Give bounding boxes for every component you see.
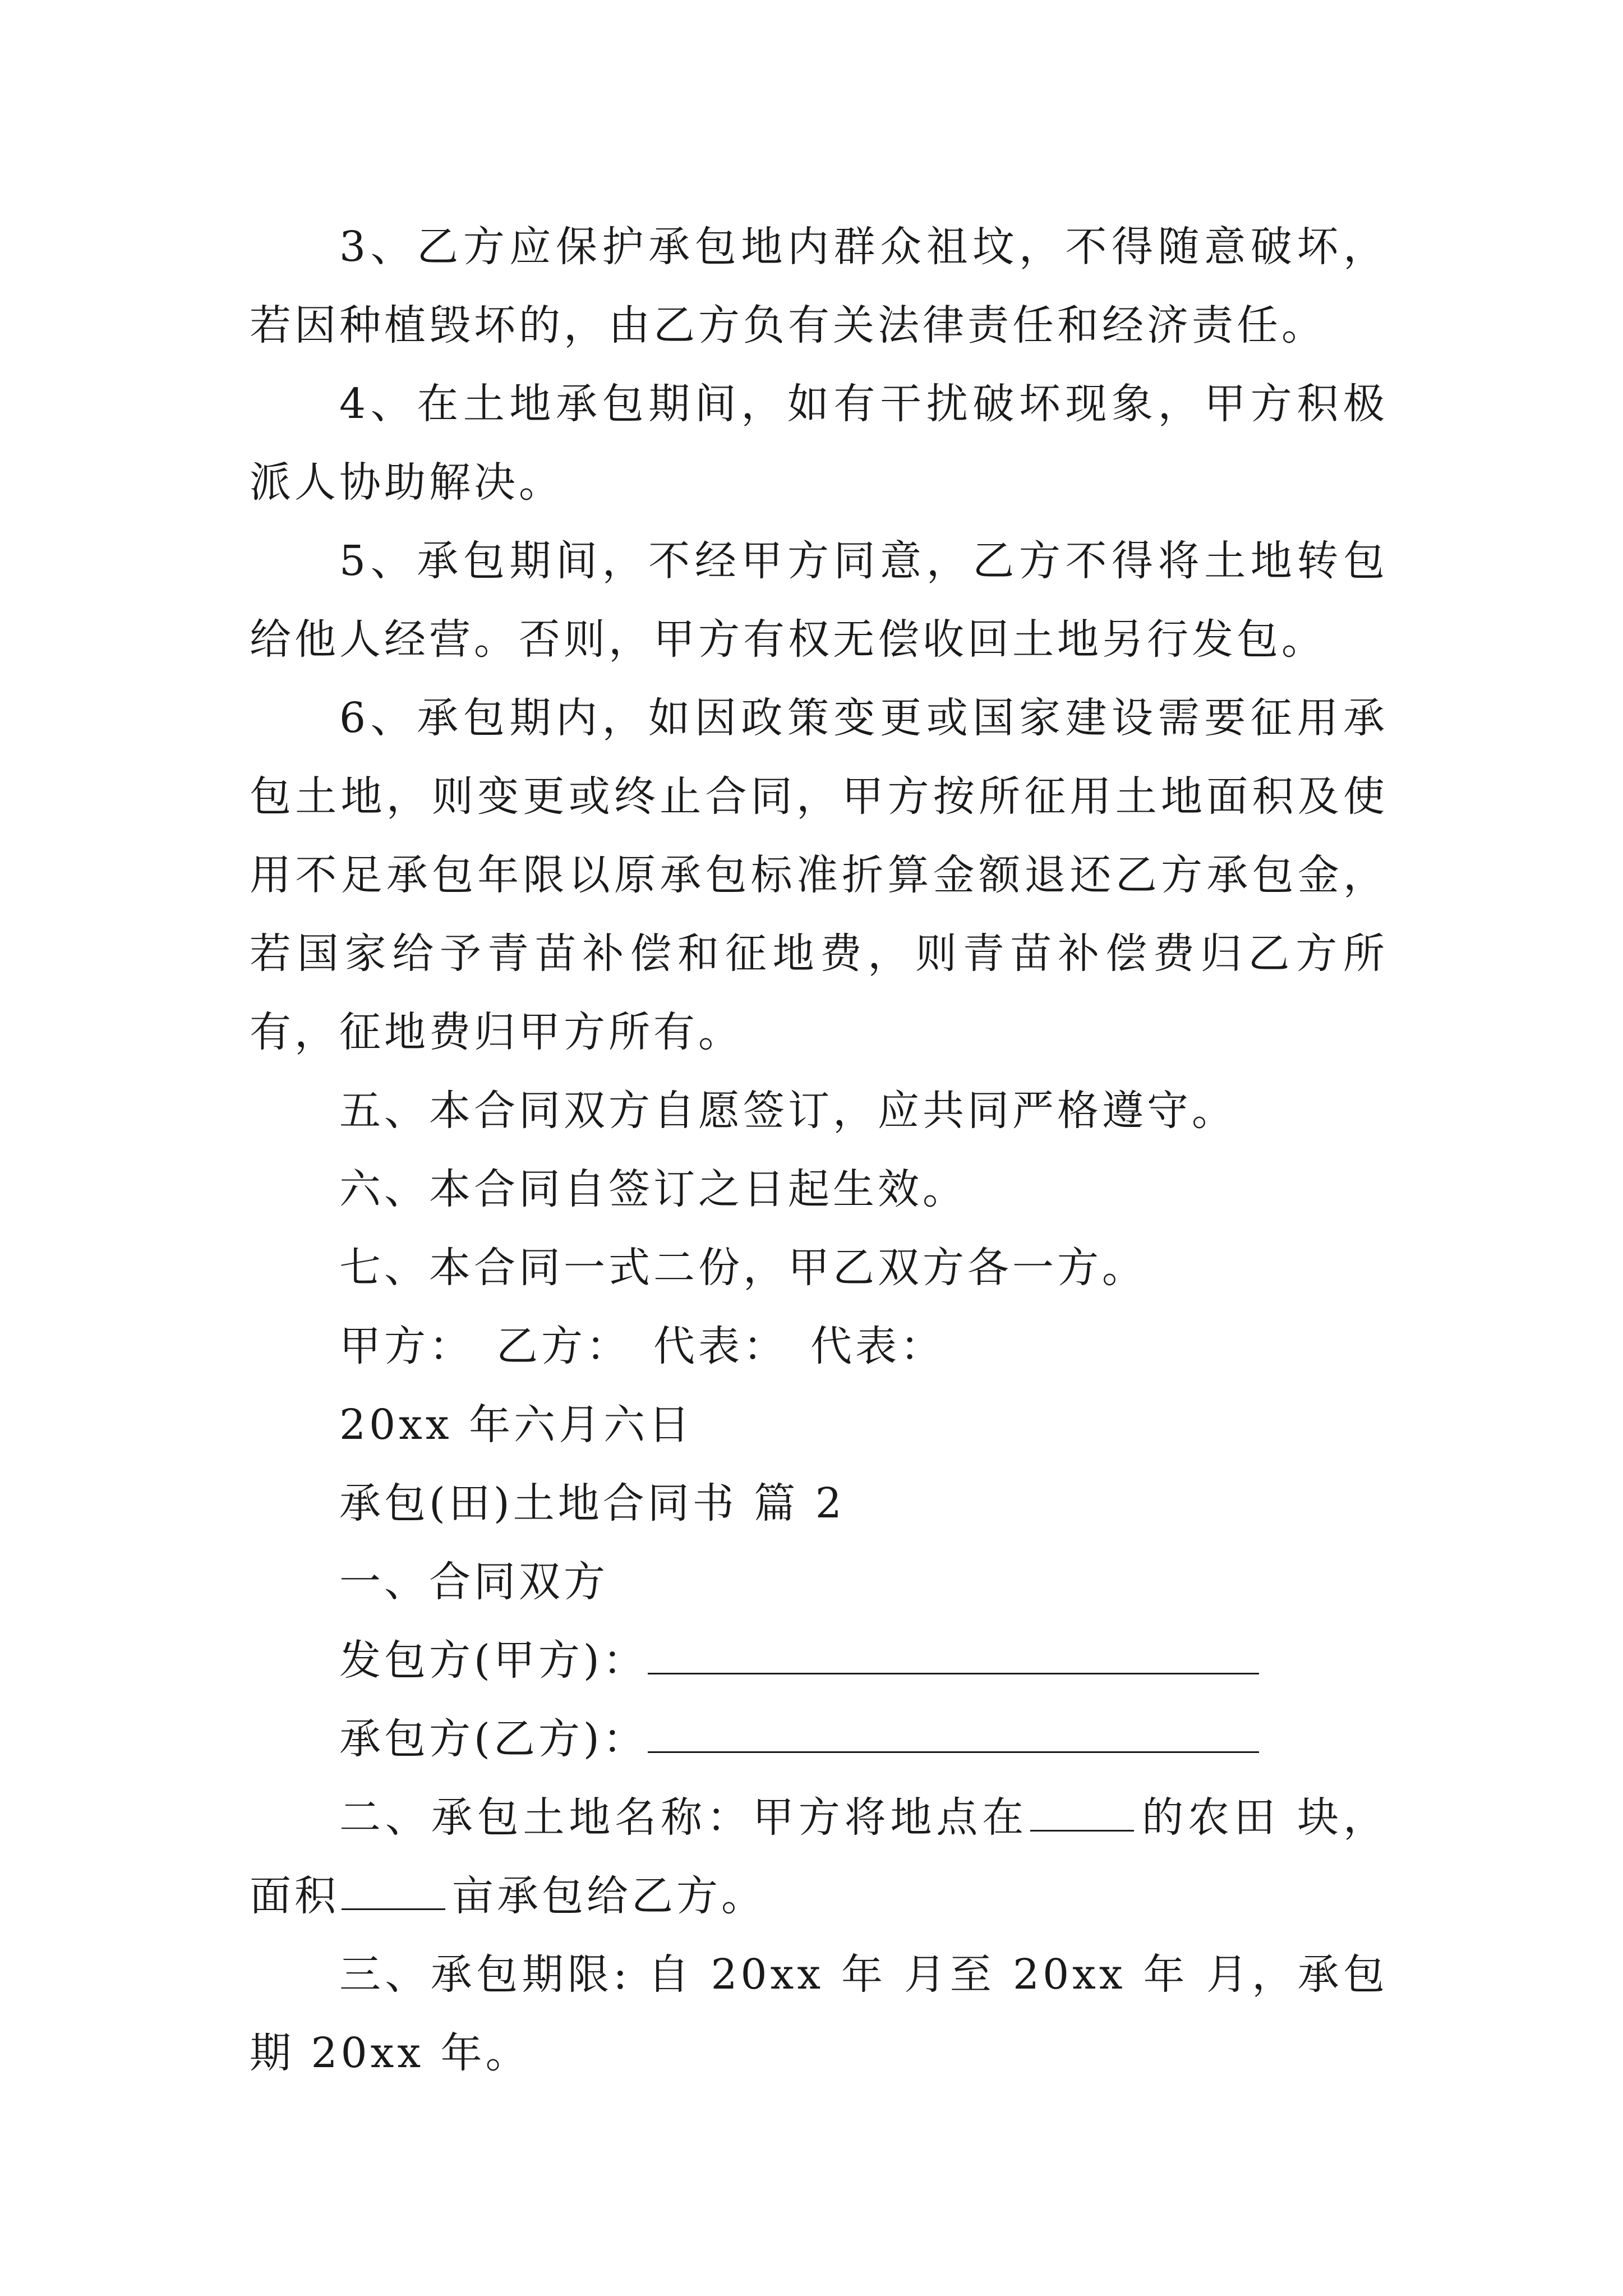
land-name-clause <box>250 1778 1388 1935</box>
article-5: 五、本合同双方自愿签订，应共同严格遵守。 <box>339 1087 1237 1135</box>
article-7: 七、本合同一式二份，甲乙双方各一方。 <box>339 1244 1147 1292</box>
term-clause: 三、承包期限: 自 20xx 年 月至 20xx 年 月，承包期 20xx 年。 <box>250 1950 1388 2077</box>
party-a-label: 甲方： <box>339 1322 474 1370</box>
signature-line <box>250 1307 1388 1386</box>
contractor-label: 发包方(甲方)： <box>339 1636 648 1685</box>
party-b-label: 乙方： <box>496 1322 631 1370</box>
section-2-heading-parties: 一、合同双方 <box>339 1558 608 1606</box>
article-6: 六、本合同自签订之日起生效。 <box>339 1165 967 1213</box>
contractee-label: 承包方(乙方)： <box>339 1715 648 1763</box>
contractee-line <box>250 1700 1388 1778</box>
location-blank[interactable] <box>1030 1796 1134 1832</box>
land-name-middle: 的农田 块，面积 <box>250 1793 1389 1920</box>
clause-6: 6、承包期内，如因政策变更或国家建设需要征用承包土地，则变更或终止合同，甲方按所征用土地面积及使用不足承包年限以原承包标准折算金额退还乙方承包金，若国家给予青苗补偿和征地费，则青苗补偿费归乙方所有，征地费归甲方所有。 <box>250 694 1388 1056</box>
document-body <box>250 208 1388 2092</box>
land-name-suffix: 亩承包给乙方。 <box>452 1872 766 1920</box>
contractor-line <box>250 1621 1388 1700</box>
clause-4: 4、在土地承包期间，如有干扰破坏现象，甲方积极派人协助解决。 <box>250 380 1388 507</box>
contract-date: 20xx 年六月六日 <box>339 1401 694 1449</box>
rep-b-label: 代表： <box>810 1322 945 1370</box>
contractor-blank[interactable] <box>648 1639 1259 1674</box>
area-blank[interactable] <box>342 1875 445 1910</box>
rep-a-label: 代表： <box>653 1322 788 1370</box>
land-name-prefix: 二、承包土地名称：甲方将地点在 <box>339 1793 1029 1842</box>
clause-5: 5、承包期间，不经甲方同意，乙方不得将土地转包给他人经营。否则，甲方有权无偿收回土地另行发包。 <box>250 537 1388 664</box>
clause-3: 3、乙方应保护承包地内群众祖坟，不得随意破坏，若因种植毁坏的，由乙方负有关法律责任和经济责任。 <box>250 223 1388 349</box>
section-2-title: 承包(田)土地合同书 篇 2 <box>339 1479 845 1527</box>
contractee-blank[interactable] <box>648 1718 1259 1753</box>
